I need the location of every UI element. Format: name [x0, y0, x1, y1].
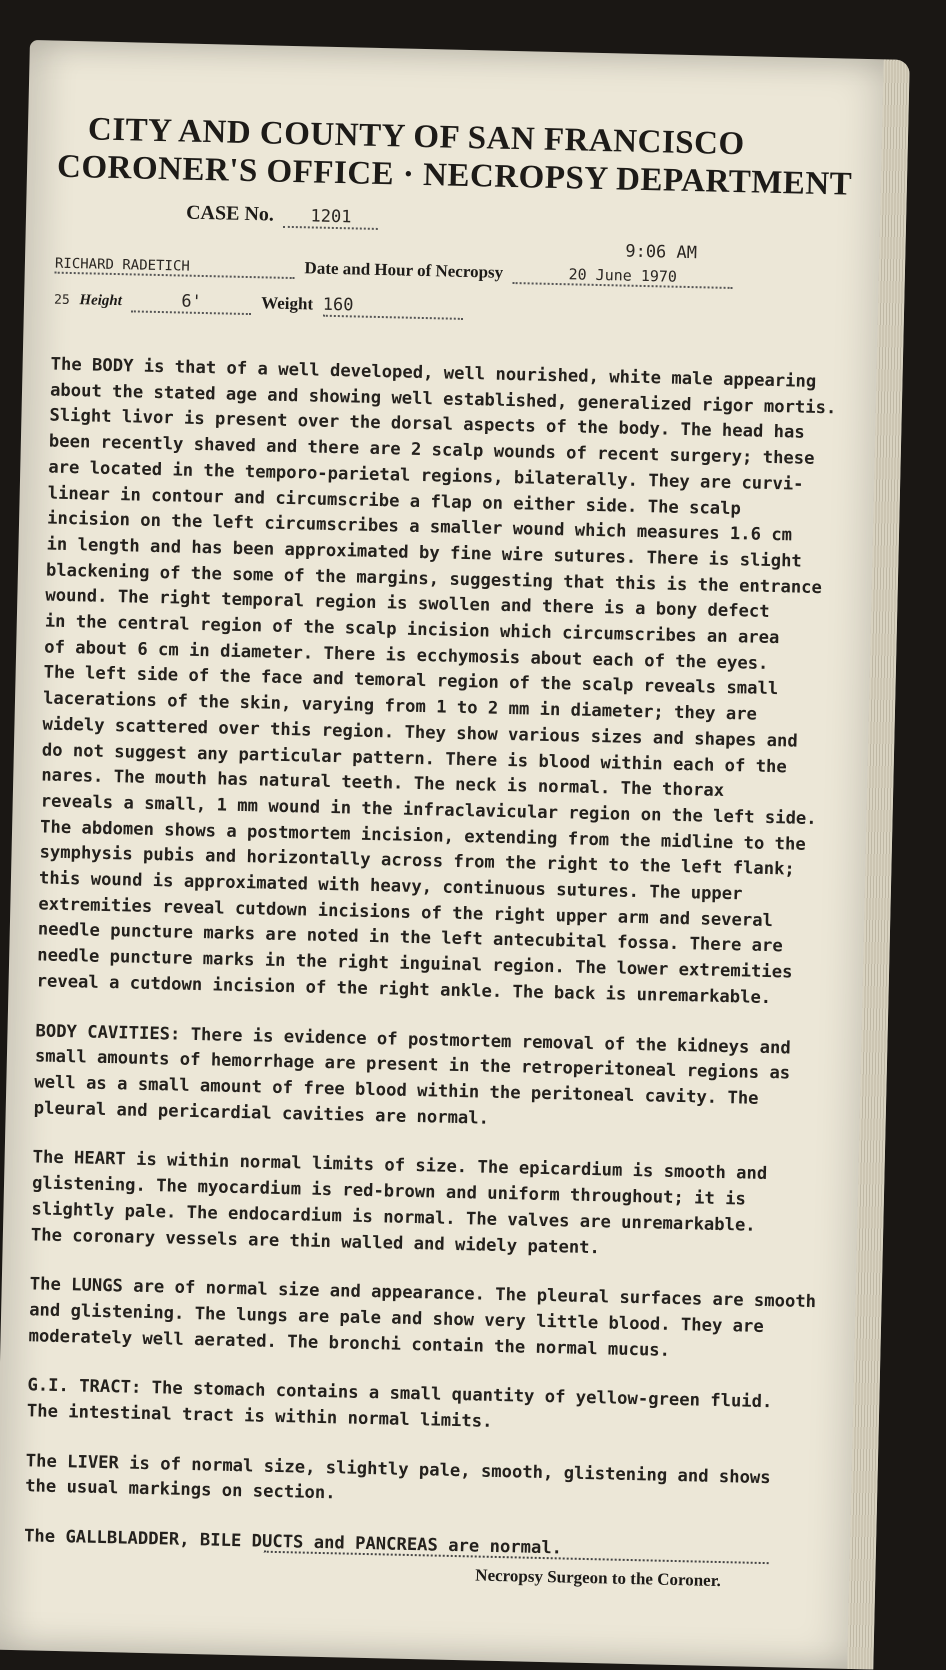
- paragraph-body: The BODY is that of a well developed, well nourished, white male appearing about the stated age and showing well established, generalized rigor mortis. Slight livor is present over the dorsal aspects of the body. The head has been recently shaved and there are 2 scalp wounds of recent surgery; these are located in the temporo-parietal regions, bilaterally. They are curvi- linear in contour and circumscribe a flap on either side. The scalp incision on the left circumscribes a smaller wound which measures 1.6 cm in length and has been approximated by fine wire sutures. There is slight blackening of the some of the margins, suggesting that this is the entrance wound. The right temporal region is swollen and there is a bony defect in the central region of the scalp incision which circumscribes an area of about 6 cm in diameter. There is ecchymosis about each of the eyes. The left side of the face and temoral region of the scalp reveals small lacerations of the skin, varying from 1 to 2 mm in diameter; they are widely scattered over this region. They show various sizes and shapes and do not suggest any particular pattern. There is blood within each of the nares. The mouth has natural teeth. The neck is normal. The thorax reveals a small, 1 mm wound in the infraclavicular region on the left side. The abdomen shows a postmortem incision, extending from the midline to the symphysis pubis and horizontally across from the right to the left flank; this wound is approximated with heavy, continuous sutures. The upper extremities reveal cutdown incisions of the right upper arm and several needle puncture marks are noted in the left antecubital fossa. There are needle puncture marks in the right inguinal region. The lower extremities reveal a cutdown incision of the right ankle. The back is unremarkable.: [36, 354, 837, 1008]
- paragraph-gallbladder: The GALLBLADDER, BILE DUCTS and PANCREAS are normal.: [23, 1526, 563, 1559]
- measurements-row: [54, 289, 463, 320]
- necropsy-date-label: Date and Hour of Necropsy: [304, 258, 504, 282]
- weight-label: Weight: [260, 293, 314, 314]
- paragraph-liver: The LIVER is of normal size, slightly pale, smooth, glistening and shows the usual markings on section.: [24, 1450, 771, 1504]
- paragraph-heart: The HEART is within normal limits of size. The epicardium is smooth and glistening. The myocardium is red-brown and uniform throughout; it is slightly pale. The endocardium is normal. The valves are unremarkable. The coronary vessels are thin walled and widely patent.: [30, 1147, 768, 1258]
- necropsy-date-value: 20 June 1970: [513, 264, 733, 289]
- case-number-row: [186, 202, 379, 230]
- signature-label: Necropsy Surgeon to the Coroner.: [475, 1565, 722, 1591]
- case-number-label: CASE No.: [185, 201, 275, 226]
- paragraph-body-cavities: BODY CAVITIES: There is evidence of postmortem removal of the kidneys and small amounts of hemorrhage are present in the retroperitoneal regions as well as a small amount of free blood within the peritoneal cavity. The pleural and pericardial cavities are normal.: [33, 1020, 791, 1129]
- necropsy-time-value: 9:06 AM: [625, 241, 698, 264]
- document-page: [0, 40, 910, 1670]
- header-city-county: CITY AND COUNTY OF SAN FRANCISCO: [87, 111, 746, 163]
- height-label: Height: [79, 292, 123, 310]
- necropsy-time: [625, 242, 697, 264]
- weight-value: 160: [322, 295, 462, 320]
- subject-age: 25: [53, 292, 70, 308]
- paragraph-lungs: The LUNGS are of normal size and appearance. The pleural surfaces are smooth and glistening. The lungs are pale and show very little blood. They are moderately well aerated. The bronchi contain the normal mucus.: [28, 1274, 817, 1361]
- page-edge: [847, 59, 910, 1669]
- header-coroner-office: CORONER'S OFFICE · NECROPSY DEPARTMENT: [56, 148, 853, 203]
- case-number-value: 1201: [283, 206, 378, 230]
- subject-name: RICHARD RADETICH: [55, 256, 295, 279]
- height-value: 6': [131, 290, 251, 315]
- paragraph-gi-tract: G.I. TRACT: The stomach contains a small quantity of yellow-green fluid. The intestinal tract is within normal limits.: [26, 1375, 773, 1432]
- findings-text: [23, 353, 861, 1593]
